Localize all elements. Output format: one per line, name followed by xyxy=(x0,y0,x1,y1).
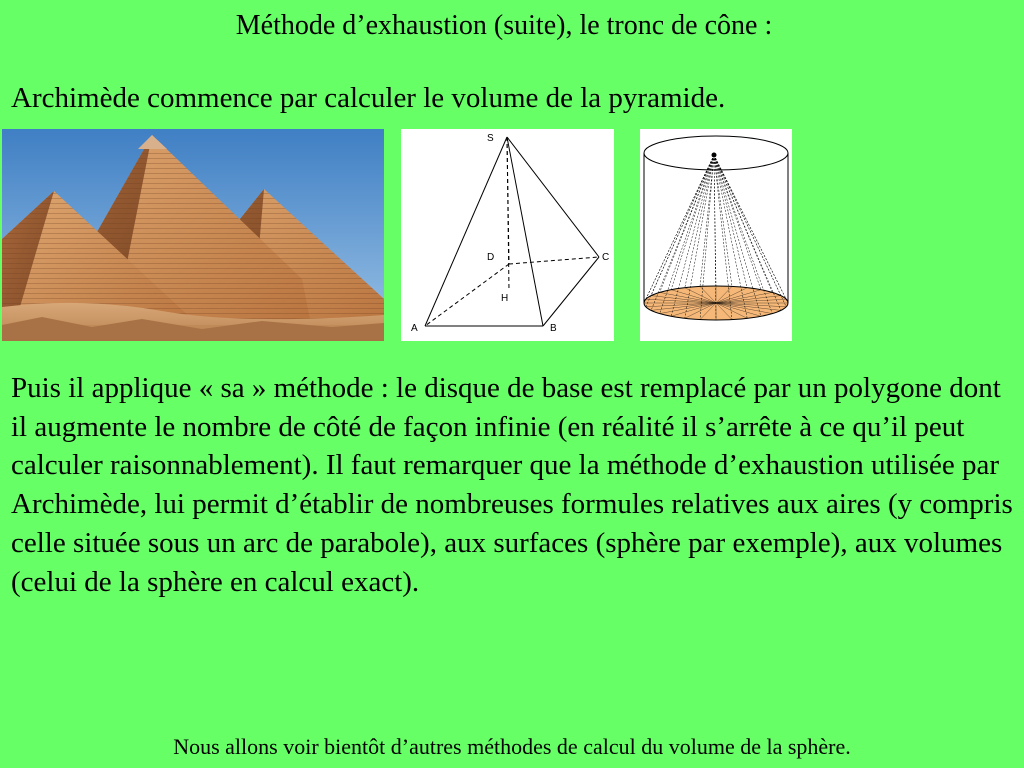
pyramid-diagram xyxy=(401,129,614,341)
slide-title: Méthode d’exhaustion (suite), le tronc de cône : xyxy=(235,10,773,41)
label-H: H xyxy=(501,293,509,304)
edge-BC xyxy=(543,257,599,326)
pyramids-photo xyxy=(2,129,384,341)
body-paragraph: Puis il applique « sa » méthode : le disque de base est remplacé par un polygone dont il augmente le nombre de côté de façon infinie (en réalité il s’arrête à ce qu’il peut calculer raisonnablement). Il faut remarquer que la méthode d’exhaustion utilisée par Archimède, lui permit d’établir de nombreuses formules relatives aux aires (y compris celle située sous un arc de parabole), aux surfaces (sphère par exemple), aux volumes (celui de la sphère en calcul exact). xyxy=(11,372,1013,598)
edge-DA xyxy=(425,264,509,326)
cone-cylinder-diagram xyxy=(640,129,792,341)
label-D: D xyxy=(487,252,495,263)
cylinder-top-ellipse xyxy=(644,136,788,170)
label-C: C xyxy=(602,252,610,263)
edge-DC xyxy=(509,257,599,264)
cone-apex xyxy=(712,153,717,158)
label-S: S xyxy=(487,133,494,144)
label-A: A xyxy=(411,323,418,334)
label-B: B xyxy=(550,323,557,334)
edge-SC xyxy=(507,137,599,257)
edge-SB xyxy=(507,137,543,326)
intro-text: Archimède commence par calculer le volume de la pyramide. xyxy=(11,82,726,114)
edge-SA xyxy=(425,137,507,326)
footer-note: Nous allons voir bientôt d’autres méthodes de calcul du volume de la sphère. xyxy=(173,734,851,759)
